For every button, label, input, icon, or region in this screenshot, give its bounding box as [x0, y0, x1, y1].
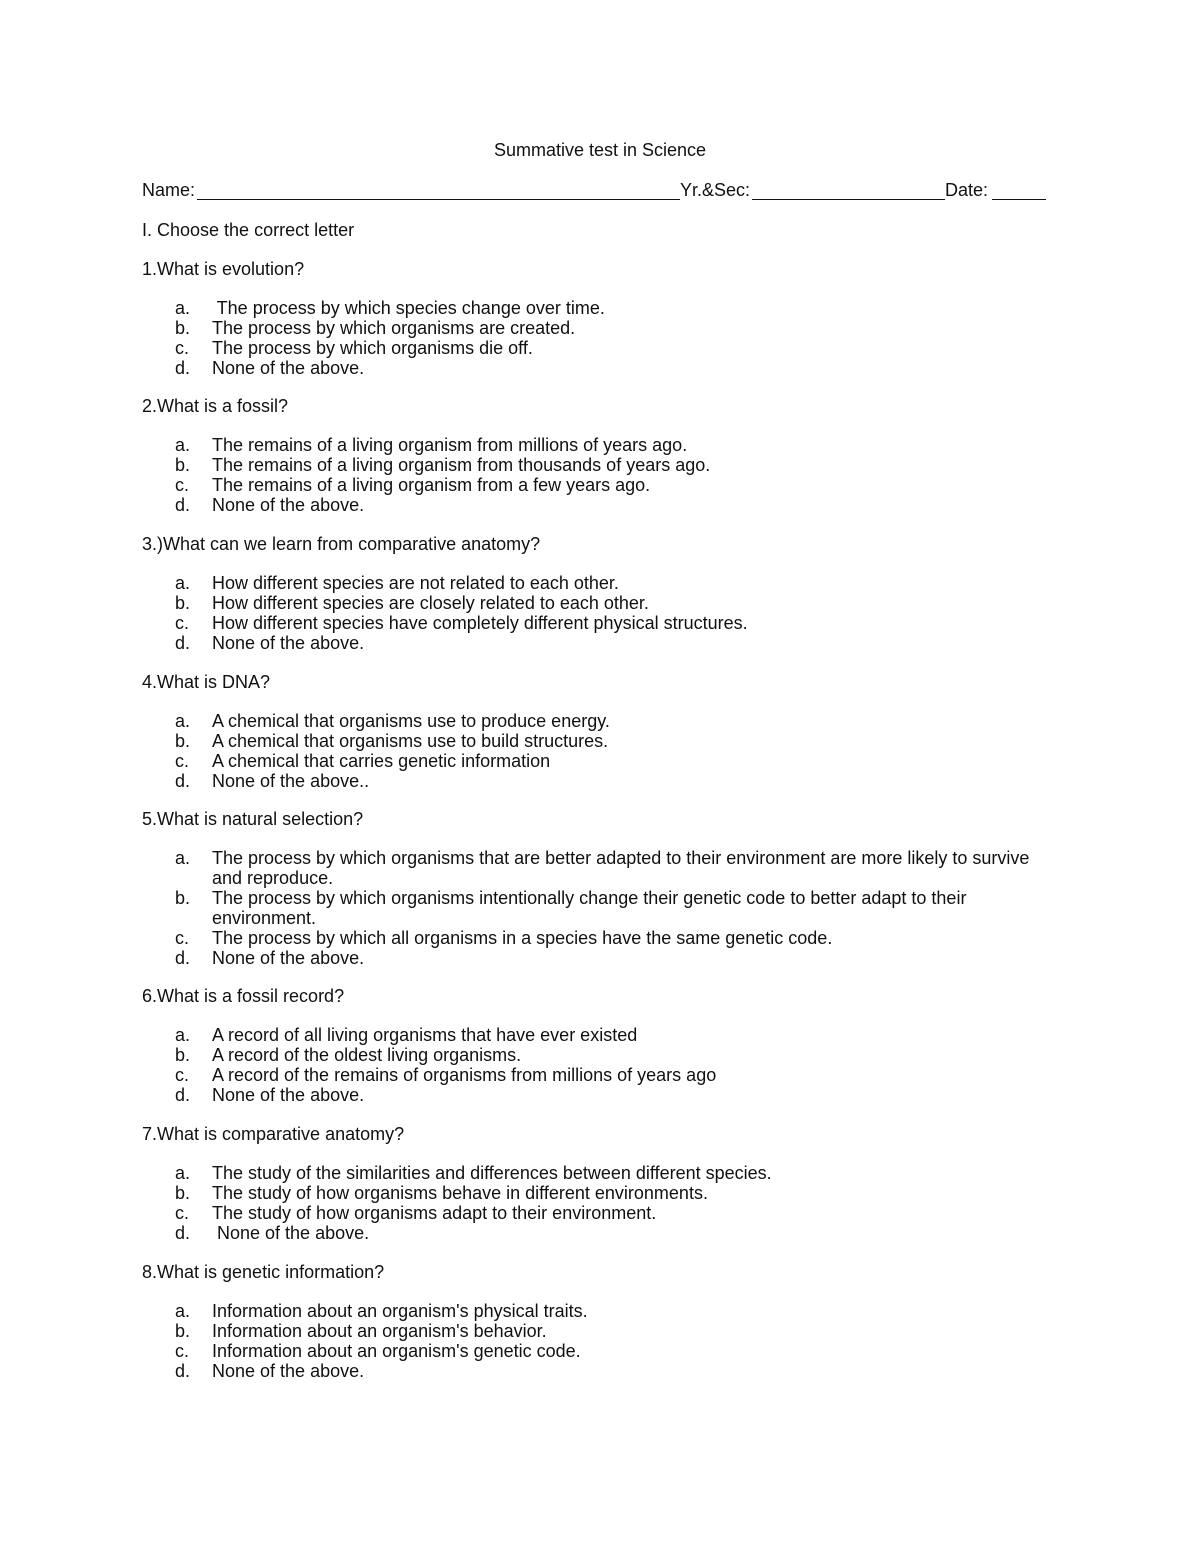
choice-c[interactable]: [142, 338, 1062, 358]
student-info-line: [142, 179, 1052, 201]
choice-b[interactable]: [142, 731, 1062, 751]
choice-text: None of the above.: [212, 358, 365, 378]
choice-text: The study of how organisms behave in different environments.: [212, 1183, 708, 1203]
choice-text: A chemical that organisms use to build structures.: [212, 731, 609, 751]
question-7: [142, 1123, 1062, 1243]
choice-c[interactable]: [142, 475, 1062, 495]
choice-letter: c.: [175, 751, 190, 771]
choice-d[interactable]: [142, 1223, 1062, 1243]
question-3: [142, 533, 1062, 653]
choice-letter: b.: [175, 731, 191, 751]
choice-text: A record of all living organisms that have ever existed: [212, 1025, 638, 1045]
choice-letter: b.: [175, 1321, 191, 1341]
choice-a[interactable]: [142, 1301, 1062, 1321]
choice-text: How different species have completely different physical structures.: [212, 613, 748, 633]
choice-a[interactable]: [142, 573, 1062, 593]
question-text: 8.What is genetic information?: [142, 1262, 385, 1282]
choice-list: [142, 848, 1062, 968]
question-text: 4.What is DNA?: [142, 672, 271, 692]
choice-d[interactable]: [142, 1361, 1062, 1381]
choice-text: Information about an organism's genetic code.: [212, 1341, 581, 1361]
choice-letter: d.: [175, 633, 191, 653]
choice-letter: c.: [175, 1341, 190, 1361]
choice-letter: c.: [175, 928, 190, 948]
choice-list: [142, 1025, 1062, 1105]
choice-text: The remains of a living organism from millions of years ago.: [212, 435, 688, 455]
choice-list: [142, 711, 1062, 791]
question-text: 2.What is a fossil?: [142, 396, 289, 416]
choice-text: A record of the oldest living organisms.: [212, 1045, 522, 1065]
choice-letter: b.: [175, 455, 191, 475]
choice-text: How different species are not related to each other.: [212, 573, 619, 593]
question-1: [142, 258, 1062, 378]
choice-letter: a.: [175, 1025, 191, 1045]
date-label: Date:: [945, 180, 989, 200]
page-title: Summative test in Science: [493, 140, 707, 160]
choice-c[interactable]: [142, 613, 1062, 633]
choice-list: [142, 573, 1062, 653]
choice-b[interactable]: [142, 1183, 1062, 1203]
choice-d[interactable]: [142, 495, 1062, 515]
choice-b[interactable]: [142, 1321, 1062, 1341]
choice-letter: c.: [175, 1203, 190, 1223]
choice-text: The process by which all organisms in a species have the same genetic code.: [212, 928, 833, 948]
choice-text: None of the above.: [212, 1223, 370, 1243]
choice-list: [142, 435, 1062, 515]
choice-text: A record of the remains of organisms from millions of years ago: [212, 1065, 717, 1085]
choice-text: A chemical that organisms use to produce energy.: [212, 711, 610, 731]
choice-text: The process by which species change over time.: [212, 298, 605, 318]
choice-b[interactable]: [142, 593, 1062, 613]
choice-d[interactable]: [142, 1085, 1062, 1105]
choice-text: None of the above.: [212, 495, 365, 515]
choice-d[interactable]: [142, 633, 1062, 653]
date-blank[interactable]: [992, 199, 1046, 200]
choice-d[interactable]: [142, 358, 1062, 378]
question-6: [142, 985, 1062, 1105]
choice-d[interactable]: [142, 948, 1062, 968]
choice-letter: d.: [175, 1361, 191, 1381]
choice-text: A chemical that carries genetic information: [212, 751, 551, 771]
choice-c[interactable]: [142, 751, 1062, 771]
section-heading: I. Choose the correct letter: [142, 220, 355, 240]
choice-text: The study of how organisms adapt to their environment.: [212, 1203, 657, 1223]
choice-b[interactable]: [142, 318, 1062, 338]
question-text: 3.)What can we learn from comparative anatomy?: [142, 534, 541, 554]
choice-a[interactable]: [142, 848, 1062, 888]
choice-letter: d.: [175, 1223, 191, 1243]
choice-text: The process by which organisms intentionally change their genetic code to better adapt to their environment.: [212, 888, 967, 928]
choice-text: None of the above.: [212, 1085, 365, 1105]
choice-b[interactable]: [142, 888, 1062, 928]
choice-text: How different species are closely related to each other.: [212, 593, 649, 613]
yrsec-blank[interactable]: [752, 199, 945, 200]
choice-letter: d.: [175, 495, 191, 515]
choice-b[interactable]: [142, 1045, 1062, 1065]
choice-letter: a.: [175, 1301, 191, 1321]
choice-letter: d.: [175, 358, 191, 378]
choice-c[interactable]: [142, 1341, 1062, 1361]
choice-text: None of the above..: [212, 771, 370, 791]
choice-text: None of the above.: [212, 633, 365, 653]
choice-a[interactable]: [142, 1025, 1062, 1045]
choice-text: The study of the similarities and differences between different species.: [212, 1163, 772, 1183]
choice-text: None of the above.: [212, 948, 365, 968]
choice-b[interactable]: [142, 455, 1062, 475]
choice-a[interactable]: [142, 711, 1062, 731]
question-2: [142, 395, 1062, 515]
choice-a[interactable]: [142, 435, 1062, 455]
choice-a[interactable]: [142, 1163, 1062, 1183]
question-text: 5.What is natural selection?: [142, 809, 364, 829]
choice-c[interactable]: [142, 1203, 1062, 1223]
choice-letter: c.: [175, 1065, 190, 1085]
question-5: [142, 808, 1062, 968]
choice-text: The remains of a living organism from thousands of years ago.: [212, 455, 711, 475]
choice-letter: d.: [175, 771, 191, 791]
choice-text: The process by which organisms are created.: [212, 318, 576, 338]
yrsec-label: Yr.&Sec:: [680, 180, 751, 200]
choice-letter: a.: [175, 1163, 191, 1183]
choice-d[interactable]: [142, 771, 1062, 791]
choice-letter: c.: [175, 338, 190, 358]
choice-letter: a.: [175, 435, 191, 455]
choice-letter: d.: [175, 948, 191, 968]
choice-letter: b.: [175, 1183, 191, 1203]
choice-letter: b.: [175, 318, 191, 338]
choice-c[interactable]: [142, 1065, 1062, 1085]
question-4: [142, 671, 1062, 791]
choice-text: Information about an organism's physical traits.: [212, 1301, 588, 1321]
question-8: [142, 1261, 1062, 1381]
choice-text: The remains of a living organism from a few years ago.: [212, 475, 651, 495]
choice-letter: b.: [175, 1045, 191, 1065]
choice-c[interactable]: [142, 928, 1062, 948]
choice-letter: a.: [175, 573, 191, 593]
choice-text: The process by which organisms die off.: [212, 338, 533, 358]
choice-text: The process by which organisms that are better adapted to their environment are more likely to survive and reproduce.: [212, 848, 1030, 888]
choice-letter: a.: [175, 298, 191, 318]
choice-letter: c.: [175, 475, 190, 495]
choice-a[interactable]: [142, 298, 1062, 318]
question-text: 1.What is evolution?: [142, 259, 305, 279]
choice-letter: a.: [175, 711, 191, 731]
choice-text: Information about an organism's behavior.: [212, 1321, 547, 1341]
choice-letter: b.: [175, 593, 191, 613]
choice-list: [142, 1301, 1062, 1381]
choice-list: [142, 298, 1062, 378]
question-text: 7.What is comparative anatomy?: [142, 1124, 405, 1144]
choice-letter: b.: [175, 888, 191, 908]
choice-text: None of the above.: [212, 1361, 365, 1381]
name-blank[interactable]: [197, 199, 680, 200]
choice-letter: c.: [175, 613, 190, 633]
question-text: 6.What is a fossil record?: [142, 986, 345, 1006]
choice-letter: a.: [175, 848, 191, 868]
choice-list: [142, 1163, 1062, 1243]
choice-letter: d.: [175, 1085, 191, 1105]
name-label: Name:: [142, 180, 196, 200]
